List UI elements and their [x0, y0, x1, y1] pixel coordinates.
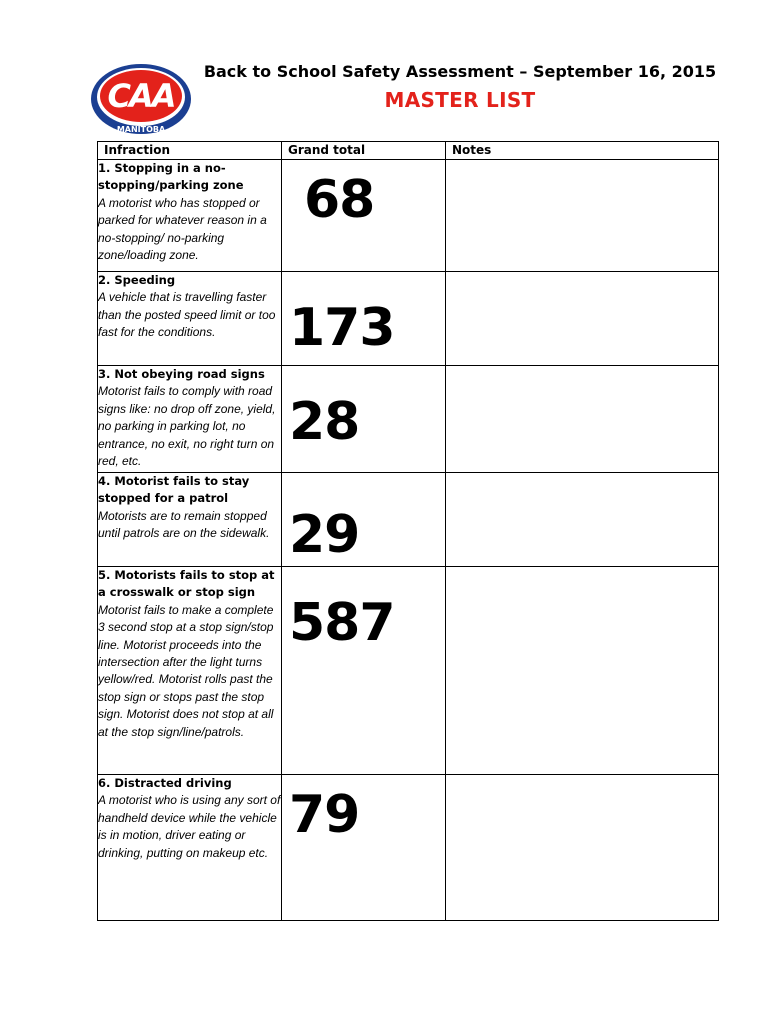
- table-row: [98, 160, 719, 272]
- infraction-title: 1. Stopping in a no-stopping/parking zone: [98, 161, 244, 193]
- header-notes: Notes: [446, 142, 719, 160]
- notes-cell: [446, 272, 719, 366]
- table-row: [98, 366, 719, 473]
- header-grand-total: Grand total: [282, 142, 446, 160]
- table-header-row: [98, 142, 719, 160]
- grand-total-cell: [282, 473, 446, 567]
- infractions-table: [97, 141, 719, 921]
- infraction-description: A vehicle that is travelling faster than the posted speed limit or too fast for the conditions.: [98, 290, 276, 340]
- header-infraction: Infraction: [98, 142, 282, 160]
- grand-total-value: 28: [289, 392, 360, 452]
- infraction-description: Motorists are to remain stopped until patrols are on the sidewalk.: [98, 508, 270, 541]
- infraction-description: Motorist fails to comply with road signs like: no drop off zone, yield, no parking in parking lot, no entrance, no exit, no right turn on red, etc.: [98, 384, 276, 469]
- notes-cell: [446, 160, 719, 272]
- notes-cell: [446, 567, 719, 775]
- infraction-description: A motorist who is using any sort of handheld device while the vehicle is in motion, driver eating or drinking, putting on makeup etc.: [98, 793, 281, 860]
- caa-manitoba-logo: [90, 62, 192, 138]
- infraction-title: 6. Distracted driving: [98, 776, 232, 790]
- grand-total-cell: [282, 160, 446, 272]
- grand-total-cell: [282, 272, 446, 366]
- grand-total-cell: [282, 567, 446, 775]
- logo-text: CAA: [107, 77, 175, 115]
- infraction-cell: [98, 160, 282, 272]
- table-row: [98, 473, 719, 567]
- infraction-cell: [98, 775, 282, 921]
- infraction-title: 4. Motorist fails to stay stopped for a patrol: [98, 474, 250, 506]
- grand-total-value: 173: [289, 298, 395, 358]
- infraction-cell: [98, 272, 282, 366]
- infraction-title: 5. Motorists fails to stop at a crosswalk or stop sign: [98, 568, 275, 600]
- infraction-title: 3. Not obeying road signs: [98, 367, 265, 381]
- infraction-title: 2. Speeding: [98, 273, 176, 287]
- document-title: Back to School Safety Assessment – September 16, 2015: [203, 62, 717, 81]
- infraction-description: A motorist who has stopped or parked for whatever reason in a no-stopping/ no-parking zone/loading zone.: [98, 195, 267, 263]
- grand-total-value: 29: [289, 505, 360, 565]
- document-subtitle: MASTER LIST: [384, 88, 536, 112]
- logo-subtext: MANITOBA: [116, 125, 166, 134]
- table-row: [98, 567, 719, 775]
- grand-total-value: 587: [289, 593, 395, 653]
- grand-total-cell: [282, 366, 446, 473]
- table-row: [98, 272, 719, 366]
- notes-cell: [446, 473, 719, 567]
- infraction-cell: [98, 366, 282, 473]
- notes-cell: [446, 775, 719, 921]
- notes-cell: [446, 366, 719, 473]
- table-row: [98, 775, 719, 921]
- grand-total-value: 68: [304, 170, 375, 230]
- infraction-cell: [98, 473, 282, 567]
- infraction-cell: [98, 567, 282, 775]
- grand-total-value: 79: [289, 785, 360, 845]
- grand-total-cell: [282, 775, 446, 921]
- infraction-description: Motorist fails to make a complete 3 second stop at a stop sign/stop line. Motorist proceeds into the intersection after the light turns yellow/red. Motorist rolls past the stop sign or stops past the stop sign. Motorist does not stop at all at the stop sign/line/patrols.: [98, 602, 274, 739]
